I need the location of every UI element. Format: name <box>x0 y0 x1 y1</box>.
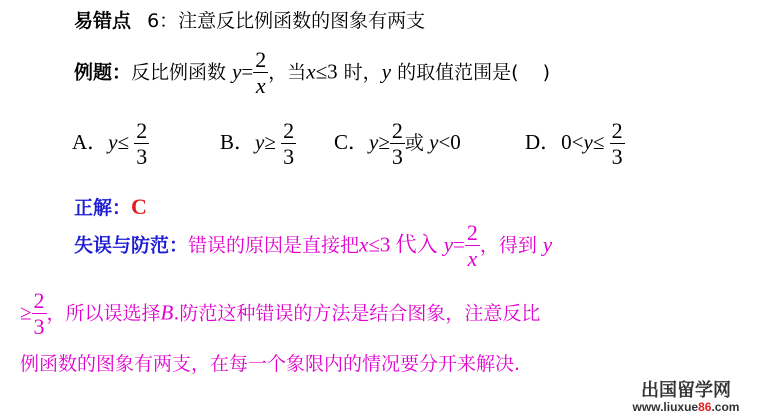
option-d-fraction <box>610 120 625 168</box>
option-c-rel2: <0 <box>438 129 461 154</box>
option-d-letter: D． <box>525 129 562 154</box>
option-b-den: 3 <box>283 144 295 169</box>
option-a-num: 2 <box>136 118 148 143</box>
option-a-letter: A． <box>72 129 109 154</box>
example-y2: y <box>381 59 392 84</box>
option-c-num: 2 <box>391 118 403 143</box>
example-y: y <box>232 59 242 84</box>
explanation-line-1 <box>74 222 552 270</box>
option-c[interactable] <box>334 120 461 168</box>
heading-number: 6： <box>147 10 179 32</box>
example-prefix: 反比例函数 <box>131 61 227 84</box>
option-c-rel: ≥ <box>378 129 390 154</box>
explanation-t2: ≤3 代入 <box>368 232 438 257</box>
explanation-t1: 错误的原因是直接把 <box>188 234 360 257</box>
option-a[interactable] <box>72 120 149 168</box>
watermark-url-part2: 86 <box>698 400 712 414</box>
answer-value: C <box>131 194 147 219</box>
option-a-var: y <box>108 129 118 154</box>
example-frac-num: 2 <box>255 47 267 72</box>
example-x: x <box>306 59 316 84</box>
explanation-den2: 3 <box>33 314 45 339</box>
option-b[interactable] <box>220 120 296 168</box>
watermark-url <box>606 401 766 413</box>
explanation-y2: y <box>542 232 553 257</box>
explanation-label: 失误与防范： <box>74 234 189 257</box>
option-b-rel: ≥ <box>264 129 276 154</box>
explanation-frac-den: x <box>467 246 478 271</box>
example-suffix: 的取值范围是( <box>397 61 519 84</box>
option-a-fraction <box>134 120 149 168</box>
heading-text: 注意反比例函数的图象有两支 <box>178 10 426 32</box>
explanation-fraction-2 <box>32 290 47 338</box>
answer-line <box>74 193 147 220</box>
watermark-url-part3: .com <box>711 400 740 414</box>
option-c-letter: C． <box>334 129 370 154</box>
example-fraction <box>253 49 268 97</box>
explanation-line-3 <box>20 349 520 376</box>
explanation-b: B <box>160 300 174 325</box>
example-cond: ≤3 <box>315 59 338 84</box>
example-mid: ，当 <box>268 61 307 84</box>
option-a-den: 3 <box>136 144 148 169</box>
watermark-text: 出国留学网 <box>641 380 731 401</box>
explanation-eq: = <box>453 232 465 257</box>
option-c-var2: y <box>429 129 439 154</box>
option-b-num: 2 <box>283 118 295 143</box>
answer-label: 正解： <box>74 197 132 219</box>
option-d[interactable] <box>525 120 625 168</box>
option-d-den: 3 <box>611 144 623 169</box>
example-frac-den: x <box>255 73 266 98</box>
option-c-den: 3 <box>391 144 403 169</box>
explanation-line3: 例函数的图象有两支，在每一个象限内的情况要分开来解决. <box>20 353 521 375</box>
explanation-y: y <box>443 232 454 257</box>
explanation-x: x <box>359 232 369 257</box>
example-label: 例题： <box>74 61 132 84</box>
explanation-frac-num: 2 <box>466 220 478 245</box>
option-d-rel: ≤ <box>592 129 605 154</box>
option-b-letter: B． <box>220 129 256 154</box>
option-d-pre: 0< <box>561 129 584 154</box>
explanation-num2: 2 <box>33 288 45 313</box>
example-mid2: 时， <box>343 61 382 84</box>
option-a-rel: ≤ <box>117 129 130 154</box>
watermark <box>606 382 766 413</box>
explanation-t3: ，得到 <box>479 234 537 257</box>
option-b-var: y <box>255 129 265 154</box>
example-close: ) <box>542 61 551 84</box>
explanation-t4: ，所以误选择 <box>46 302 161 325</box>
example-eq: = <box>241 59 254 84</box>
explanation-rel: ≥ <box>20 300 32 325</box>
explanation-line-2 <box>20 290 540 338</box>
option-b-fraction <box>281 120 296 168</box>
example-blank <box>518 62 542 84</box>
option-d-var: y <box>583 129 593 154</box>
section-heading <box>74 6 425 33</box>
option-c-fraction <box>390 120 405 168</box>
example-question <box>74 49 550 97</box>
heading-label: 易错点 <box>74 10 132 32</box>
watermark-url-part1: www.liuxue <box>632 400 699 414</box>
explanation-t5: .防范这种错误的方法是结合图象，注意反比 <box>173 302 541 325</box>
option-d-num: 2 <box>611 118 623 143</box>
option-c-or: 或 <box>404 131 424 154</box>
explanation-fraction <box>465 222 480 270</box>
option-c-var: y <box>369 129 379 154</box>
